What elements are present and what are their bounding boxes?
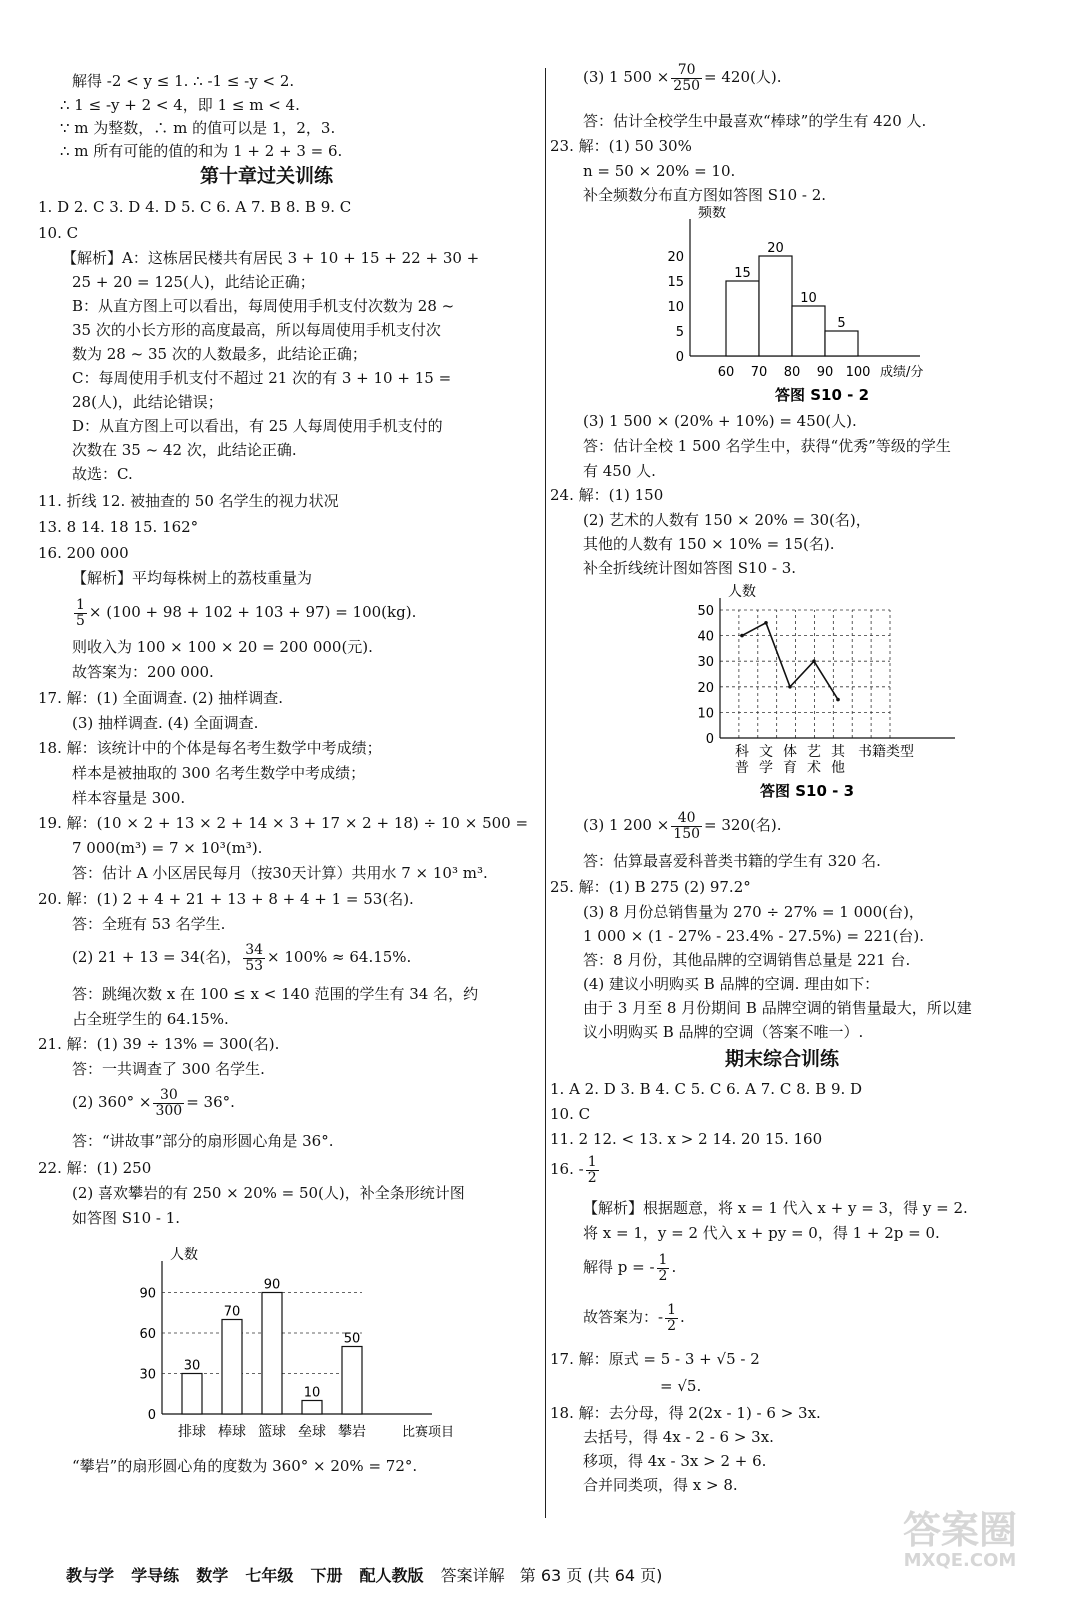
bar-value-label: 20 xyxy=(767,241,784,256)
bar xyxy=(302,1401,322,1415)
y-tick-label: 10 xyxy=(697,706,714,722)
text-line: 35 次的小长方形的高度最高，所以每周使用手机支付次 xyxy=(72,321,441,339)
data-point xyxy=(764,621,768,625)
text-line: 答：跳绳次数 x 在 100 ≤ x < 140 范围的学生有 34 名，约 xyxy=(72,985,479,1003)
answer-line: 13. 8 14. 18 15. 162° xyxy=(38,518,199,536)
x-tick-label-top: 其 xyxy=(831,744,845,760)
y-tick-label: 0 xyxy=(675,350,684,365)
text-line: ∴ m 所有可能的值的和为 1 + 2 + 3 = 6. xyxy=(60,142,343,160)
x-axis-label: 书籍类型 xyxy=(858,744,914,760)
y-axis-label: 人数 xyxy=(728,584,756,600)
text-line: 答：全班有 53 名学生. xyxy=(72,915,226,933)
fraction: $\frac{34}{53}$ xyxy=(245,941,264,974)
text-line: (2) 艺术的人数有 150 × 20% = 30(名)， xyxy=(583,511,871,529)
text-line: n = 50 × 20% = 10. xyxy=(583,162,736,180)
text-line: 数为 28 ~ 35 次的人数最多，此结论正确； xyxy=(72,345,367,363)
text-line: 去括号，得 4x - 2 - 6 > 3x. xyxy=(583,1428,774,1446)
fraction: $\frac{1}{2}$ xyxy=(658,1251,668,1284)
section-title: 期末综合训练 xyxy=(725,1048,840,1070)
answer-line: 16. 200 000 xyxy=(38,544,129,562)
footer-volume: 下册 xyxy=(310,1566,343,1585)
y-tick-label: 0 xyxy=(147,1408,156,1423)
x-tick-label-top: 文 xyxy=(759,744,773,760)
bar xyxy=(792,306,825,356)
x-tick-label: 60 xyxy=(717,365,735,380)
x-tick-label: 排球 xyxy=(178,1424,206,1440)
text-line: 解得 -2 < y ≤ 1. ∴ -1 ≤ -y < 2. xyxy=(72,72,295,90)
text-line: 补全折线统计图如答图 S10 - 3. xyxy=(583,559,797,577)
footer-subject: 数学 xyxy=(196,1566,229,1585)
bar xyxy=(759,256,792,356)
fraction: $\frac{1}{2}$ xyxy=(587,1153,597,1186)
y-tick-label: 90 xyxy=(139,1286,156,1302)
watermark: 答案圈 MXQE.COM xyxy=(902,1508,1017,1571)
data-point xyxy=(788,685,792,689)
text-line: 28(人)，此结论错误； xyxy=(72,393,223,411)
answer-line: 22. 解：(1) 250 xyxy=(38,1159,152,1177)
text-line: ∴ 1 ≤ -y + 2 < 4，即 1 ≤ m < 4. xyxy=(60,96,300,114)
footer-page-number: 第 63 页 xyxy=(519,1566,583,1585)
bar-value-label: 30 xyxy=(183,1358,201,1374)
y-tick-label: 50 xyxy=(697,604,714,619)
footer-page-total: (共 64 页) xyxy=(587,1566,663,1585)
data-point xyxy=(836,698,840,702)
text-line: 【解析】根据题意，将 x = 1 代入 x + y = 3，得 y = 2. xyxy=(583,1199,968,1217)
text-line: 【解析】平均每株树上的荔枝重量为 xyxy=(72,569,313,587)
text-line: B：从直方图上可以看出，每周使用手机支付次数为 28 ~ xyxy=(72,297,455,315)
text-line: C：每周使用手机支付不超过 21 次的有 3 + 10 + 15 = xyxy=(72,369,452,387)
text-line: 样本是被抽取的 300 名考生数学中考成绩； xyxy=(72,764,366,782)
bar xyxy=(726,281,759,356)
y-tick-label: 30 xyxy=(139,1367,156,1383)
text-line: 答：“讲故事”部分的扇形圆心角是 36°. xyxy=(72,1132,334,1150)
text-line: 补全频数分布直方图如答图 S10 - 2. xyxy=(583,186,827,204)
fraction: $\frac{1}{5}$ xyxy=(76,596,85,629)
x-tick-label: 100 xyxy=(845,365,871,380)
fraction: $\frac{1}{2}$ xyxy=(667,1301,676,1334)
y-tick-label: 20 xyxy=(697,680,714,696)
text-line: 答：估计 A 小区居民每月（按30天计算）共用水 7 × 10³ m³. xyxy=(72,864,488,882)
bar-value-label: 10 xyxy=(303,1385,321,1401)
answer-line: 24. 解：(1) 150 xyxy=(550,486,664,504)
text-line: $\frac{1}{5}$ × (100 + 98 + 102 + 103 + 97) = 100(kg). xyxy=(76,596,417,629)
chart-caption: 答图 S10 - 2 xyxy=(775,386,870,404)
text-line: “攀岩”的扇形圆心角的度数为 360° × 20% = 72°. xyxy=(72,1457,418,1475)
text-line: 答：估计全校学生中最喜欢“棒球”的学生有 420 人. xyxy=(583,112,927,130)
y-tick-label: 15 xyxy=(667,275,684,290)
text-line: 解得 p = - $\frac{1}{2}$ . xyxy=(583,1251,677,1284)
answer-line: 17. 解：(1) 全面调查. (2) 抽样调查. xyxy=(38,689,283,707)
page-footer xyxy=(66,1563,662,1586)
x-tick-label: 80 xyxy=(783,365,801,380)
x-tick-label: 篮球 xyxy=(258,1424,286,1440)
text-line: 样本容量是 300. xyxy=(72,789,186,807)
text-line: (2) 21 + 13 = 34(名)， $\frac{34}{53}$ × 100% ≈ 64.15%. xyxy=(72,941,412,974)
answer-line: 21. 解：(1) 39 ÷ 13% = 300(名). xyxy=(38,1035,280,1053)
data-point xyxy=(812,659,816,663)
footer-edition: 配人教版 xyxy=(359,1566,424,1585)
x-tick-label-bottom: 术 xyxy=(807,760,821,776)
text-line: 移项，得 4x - 3x > 2 + 6. xyxy=(583,1452,767,1470)
text-line: (2) 喜欢攀岩的有 250 × 20% = 50(人)，补全条形统计图 xyxy=(72,1184,465,1202)
text-line: (3) 1 500 × (20% + 10%) = 450(人). xyxy=(583,412,857,430)
text-line: 故答案为：- $\frac{1}{2}$ . xyxy=(583,1301,685,1334)
chart-caption xyxy=(232,1446,326,1447)
text-line: 如答图 S10 - 1. xyxy=(72,1209,181,1227)
x-tick-label: 棒球 xyxy=(218,1424,246,1440)
text-line: 占全班学生的 64.15%. xyxy=(72,1010,229,1028)
bar xyxy=(825,331,858,356)
text-line: 答：8 月份，其他品牌的空调销售总量是 221 台. xyxy=(583,951,911,969)
answer-line: 17. 解：原式 = 5 - 3 + √5 - 2 xyxy=(550,1350,760,1368)
x-tick-label-top: 科 xyxy=(735,744,749,760)
text-line: 其他的人数有 150 × 10% = 15(名). xyxy=(583,535,835,553)
answer-line: 10. C xyxy=(550,1105,591,1123)
bar xyxy=(222,1320,242,1415)
data-point xyxy=(740,634,744,638)
text-line: 将 x = 1，y = 2 代入 x + py = 0，得 1 + 2p = 0. xyxy=(583,1224,940,1242)
text-line: 故答案为：200 000. xyxy=(72,663,214,681)
text-line: (3) 1 500 × $\frac{70}{250}$ = 420(人). xyxy=(583,61,782,94)
text-line: 答：估算最喜爱科普类书籍的学生有 320 名. xyxy=(583,852,881,870)
text-line: (3) 1 200 × $\frac{40}{150}$ = 320(名). xyxy=(583,809,782,842)
text-line: 答：估计全校 1 500 名学生中，获得“优秀”等级的学生 xyxy=(583,437,951,455)
text-line: (3) 抽样调查. (4) 全面调查. xyxy=(72,714,259,732)
footer-section: 答案详解 xyxy=(440,1566,505,1585)
fraction: $\frac{40}{150}$ xyxy=(673,809,701,842)
answer-line: 25. 解：(1) B 275 (2) 97.2° xyxy=(550,878,751,896)
y-tick-label: 30 xyxy=(697,655,714,671)
bar-chart-s10-1 xyxy=(130,1232,470,1447)
x-tick-label-bottom: 他 xyxy=(831,760,845,776)
fraction: $\frac{70}{250}$ xyxy=(673,61,701,94)
fraction: $\frac{30}{300}$ xyxy=(155,1086,183,1119)
x-tick-label-top: 艺 xyxy=(807,744,821,760)
text-line: ∵ m 为整数，∴ m 的值可以是 1，2，3. xyxy=(60,119,336,137)
line-chart-s10-3 xyxy=(680,578,960,800)
y-tick-label: 60 xyxy=(139,1327,156,1342)
text-line: 议小明购买 B 品牌的空调（答案不唯一）. xyxy=(583,1023,864,1041)
answer-line: 16. - $\frac{1}{2}$ xyxy=(550,1153,597,1186)
answer-line: 20. 解：(1) 2 + 4 + 21 + 13 + 8 + 4 + 1 = 53(名). xyxy=(38,890,414,908)
x-axis-label: 成绩/分 xyxy=(880,365,924,380)
bar-value-label: 70 xyxy=(223,1304,241,1320)
section-title: 第十章过关训练 xyxy=(200,165,334,187)
text-line: 【解析】A：这栋居民楼共有居民 3 + 10 + 15 + 22 + 30 + xyxy=(62,249,480,267)
answer-line: 11. 2 12. < 13. x > 2 14. 20 15. 160 xyxy=(550,1130,823,1148)
answer-line: 1. A 2. D 3. B 4. C 5. C 6. A 7. C 8. B 9. D xyxy=(550,1080,863,1098)
x-tick-label: 90 xyxy=(816,365,834,380)
column-divider xyxy=(545,68,546,1518)
y-axis-label: 人数 xyxy=(170,1247,198,1263)
y-axis-label: 频数 xyxy=(698,206,726,221)
y-tick-label: 10 xyxy=(667,300,684,315)
bar-value-label: 15 xyxy=(734,266,751,281)
text-line: 合并同类项，得 x > 8. xyxy=(583,1476,738,1494)
y-tick-label: 40 xyxy=(697,629,714,645)
bar xyxy=(182,1374,202,1415)
x-axis-label: 比赛项目 xyxy=(402,1425,455,1440)
text-line: 答：一共调查了 300 名学生. xyxy=(72,1060,265,1078)
answer-line: 10. C xyxy=(38,224,79,242)
answer-line: 23. 解：(1) 50 30% xyxy=(550,137,692,155)
y-tick-label: 20 xyxy=(667,250,684,265)
x-tick-label-bottom: 普 xyxy=(735,760,749,776)
bar xyxy=(342,1347,362,1415)
text-line: 7 000(m³) = 7 × 10³(m³). xyxy=(72,839,263,857)
x-tick-label-top: 体 xyxy=(783,744,797,760)
text-line: 次数在 35 ~ 42 次，此结论正确. xyxy=(72,441,297,459)
footer-grade: 七年级 xyxy=(245,1566,294,1585)
bar-value-label: 90 xyxy=(263,1277,281,1293)
footer-series: 学导练 xyxy=(131,1566,180,1585)
chart-caption: 答图 S10 - 3 xyxy=(760,782,855,800)
x-tick-label-bottom: 育 xyxy=(783,760,797,776)
y-tick-label: 5 xyxy=(675,325,684,340)
answer-line: 19. 解：(10 × 2 + 13 × 2 + 14 × 3 + 17 × 2 + 18) ÷ 10 × 500 = xyxy=(38,814,529,832)
text-line: 故选：C. xyxy=(72,465,133,483)
bar-value-label: 10 xyxy=(800,291,817,306)
text-line: (2) 360° × $\frac{30}{300}$ = 36°. xyxy=(72,1086,235,1119)
y-tick-label: 0 xyxy=(705,732,714,747)
text-line: 25 + 20 = 125(人)，此结论正确； xyxy=(72,273,315,291)
text-line: (4) 建议小明购买 B 品牌的空调. 理由如下： xyxy=(583,975,880,993)
text-line: (3) 8 月份总销售量为 270 ÷ 27% = 1 000(台)， xyxy=(583,903,924,921)
text-line: 1 000 × (1 - 27% - 23.4% - 27.5%) = 221(台). xyxy=(583,927,924,945)
text-line: 则收入为 100 × 100 × 20 = 200 000(元). xyxy=(72,638,373,656)
answer-line: 11. 折线 12. 被抽查的 50 名学生的视力状况 xyxy=(38,492,339,510)
text-line: = √5. xyxy=(660,1377,702,1395)
text-line: 有 450 人. xyxy=(583,462,656,480)
histogram-s10-2 xyxy=(640,206,960,411)
text-line: D：从直方图上可以看出，有 25 人每周使用手机支付的 xyxy=(72,417,443,435)
x-tick-label-bottom: 学 xyxy=(759,760,773,776)
footer-brand: 教与学 xyxy=(66,1566,115,1585)
answer-line: 18. 解：该统计中的个体是每名考生数学中考成绩； xyxy=(38,739,382,757)
answer-line: 18. 解：去分母，得 2(2x - 1) - 6 > 3x. xyxy=(550,1404,821,1422)
bar-value-label: 50 xyxy=(343,1331,361,1347)
answer-line: 1. D 2. C 3. D 4. D 5. C 6. A 7. B 8. B 9. C xyxy=(38,198,352,216)
text-line: 由于 3 月至 8 月份期间 B 品牌空调的销售量最大，所以建 xyxy=(583,999,972,1017)
bar-value-label: 5 xyxy=(837,316,846,331)
x-tick-label: 70 xyxy=(750,365,768,380)
bar xyxy=(262,1293,282,1415)
x-tick-label: 垒球 xyxy=(298,1424,326,1440)
x-tick-label: 攀岩 xyxy=(338,1424,366,1440)
